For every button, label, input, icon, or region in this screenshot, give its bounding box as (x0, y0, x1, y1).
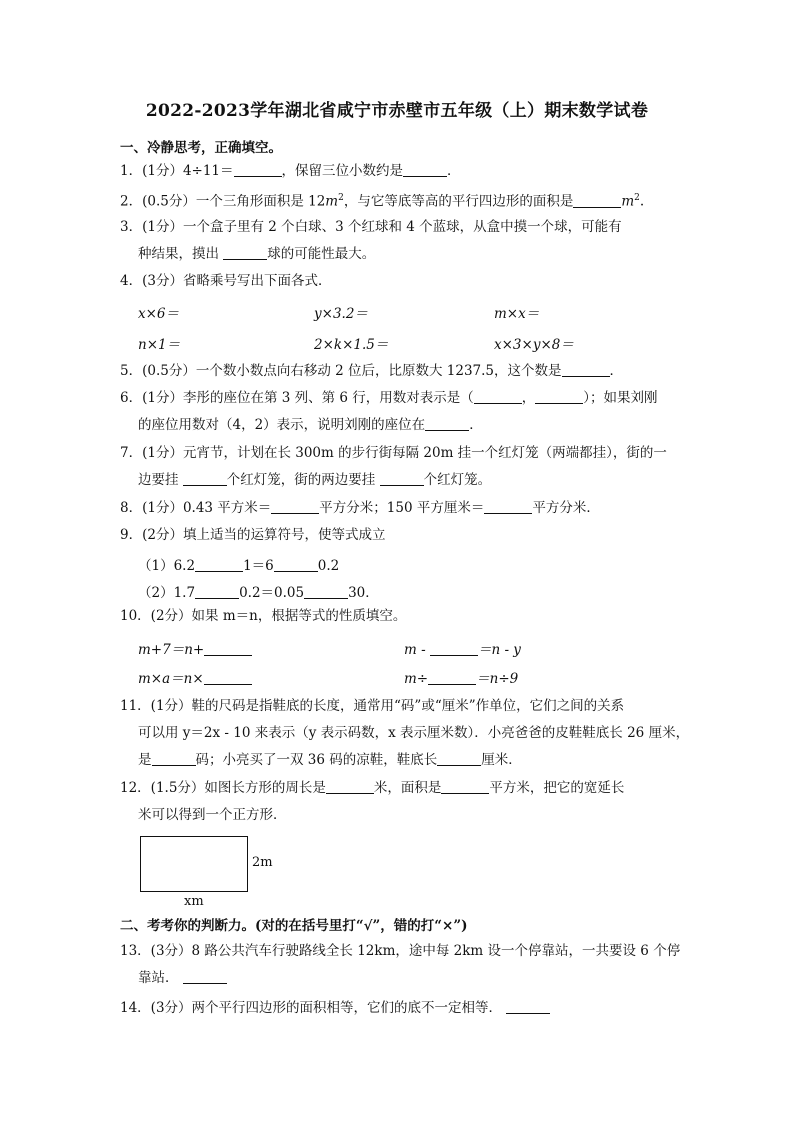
rectangle-length-label: xm (184, 894, 204, 909)
answer-blank[interactable] (562, 362, 610, 377)
answer-blank[interactable] (484, 499, 532, 514)
question-7-cont: 边要挂 个红灯笼，街的两边要挂 个红灯笼。 (138, 472, 492, 488)
answer-blank[interactable] (425, 416, 469, 431)
question-9-a: （1）6.2 1＝6 0.2 (138, 558, 340, 574)
question-2: 2．(0.5分）一个三角形面积是 $12m^2$，与它等底等高的平行四边形的面积是 $m^2$. (120, 193, 645, 210)
section-heading-2: 二、考考你的判断力。(对的在括号里打“√”，错的打“×”) (120, 918, 468, 934)
answer-blank[interactable] (573, 193, 621, 208)
question-5: 5．(0.5分）一个数小数点向右移动 2 位后，比原数大 1237.5，这个数是 ． (120, 363, 624, 379)
answer-blank[interactable] (430, 641, 478, 656)
question-13-cont: 靠站． (138, 969, 227, 987)
answer-blank[interactable] (195, 584, 239, 599)
expr-4: n×1＝ (138, 337, 181, 353)
question-9: 9．(2分）填上适当的运算符号，使等式成立 (120, 527, 386, 543)
question-4: 4．(3分）省略乘号写出下面各式． (120, 273, 332, 289)
answer-blank[interactable] (183, 471, 227, 486)
question-11-cont-1: 可以用 y＝2x - 10 来表示（y 表示码数，x 表示厘米数）．小亮爸爸的皮鞋鞋底长 26 厘米， (138, 725, 690, 741)
question-3-cont: 种结果，摸出 球的可能性最大。 (138, 246, 376, 262)
question-8: 8．(1分）0.43 平方米＝ 平方分米；150 平方厘米＝ 平方分米． (120, 500, 600, 516)
question-12: 12．(1.5分）如图长方形的周长是 米，面积是 平方米，把它的宽延长 (120, 780, 625, 796)
answer-blank[interactable] (474, 389, 522, 404)
answer-blank[interactable] (403, 162, 447, 177)
question-7: 7．(1分）元宵节，计划在长 300m 的步行街每隔 20m 挂一个红灯笼（两端都挂），街的一 (120, 445, 667, 461)
answer-blank[interactable] (152, 751, 196, 766)
question-14: 14．(3分）两个平行四边形的面积相等，它们的底不一定相等． (120, 999, 550, 1017)
q10-expr-2: m - ＝n - y (404, 642, 521, 658)
q10-expr-1: m+7＝n+ (138, 638, 252, 658)
rectangle-width-label: 2m (252, 855, 273, 870)
answer-blank[interactable] (204, 670, 252, 685)
q10-expr-4: m÷ ＝n÷9 (404, 671, 519, 687)
expr-6: x×3×y×8＝ (494, 337, 574, 353)
answer-blank[interactable] (380, 471, 424, 486)
answer-blank[interactable] (223, 245, 267, 260)
expr-3: m×x＝ (494, 306, 540, 322)
question-1: 1．(1分）4÷11＝ ，保留三位小数约是 ． (120, 163, 461, 179)
answer-blank[interactable] (274, 557, 318, 572)
question-11-cont-2: 是 码；小亮买了一双 36 码的凉鞋，鞋底长 厘米． (138, 752, 522, 768)
answer-blank[interactable] (441, 779, 489, 794)
rectangle-figure (140, 836, 248, 892)
question-6-cont: 的座位用数对（4，2）表示，说明刘刚的座位在 ． (138, 417, 483, 433)
expr-2: y×3.2＝ (314, 306, 368, 322)
question-6: 6．(1分）李彤的座位在第 3 列、第 6 行，用数对表示是（ ， ）；如果刘刚 (120, 390, 658, 406)
answer-blank[interactable] (195, 557, 243, 572)
question-3: 3．(1分）一个盒子里有 2 个白球、3 个红球和 4 个蓝球，从盒中摸一个球，可能有 (120, 219, 622, 235)
answer-blank[interactable] (271, 499, 319, 514)
page-title: 2022-2023学年湖北省咸宁市赤壁市五年级（上）期末数学试卷 (145, 101, 649, 121)
section-heading-1: 一、冷静思考，正确填空。 (120, 140, 282, 156)
question-13: 13．(3分）8 路公共汽车行驶路线全长 12km，途中每 2km 设一个停靠站，一共要设 6 个停 (120, 943, 681, 959)
question-12-cont: 米可以得到一个正方形． (138, 807, 287, 823)
answer-blank[interactable] (304, 584, 348, 599)
answer-blank[interactable] (326, 779, 374, 794)
expr-1: x×6＝ (138, 306, 180, 322)
q10-expr-3: m×a＝n× (138, 667, 252, 687)
question-9-b: （2）1.7 0.2＝0.05 30． (138, 585, 379, 601)
answer-blank[interactable] (428, 670, 476, 685)
question-10: 10．(2分）如果 m＝n，根据等式的性质填空。 (120, 608, 407, 624)
answer-blank[interactable] (234, 162, 282, 177)
answer-blank[interactable] (506, 999, 550, 1014)
question-11: 11．(1分）鞋的尺码是指鞋底的长度，通常用“码”或“厘米”作单位，它们之间的关系 (120, 698, 625, 714)
answer-blank[interactable] (535, 389, 583, 404)
expr-5: 2×k×1.5＝ (314, 337, 389, 353)
answer-blank[interactable] (437, 751, 481, 766)
answer-blank[interactable] (204, 641, 252, 656)
answer-blank[interactable] (183, 969, 227, 984)
